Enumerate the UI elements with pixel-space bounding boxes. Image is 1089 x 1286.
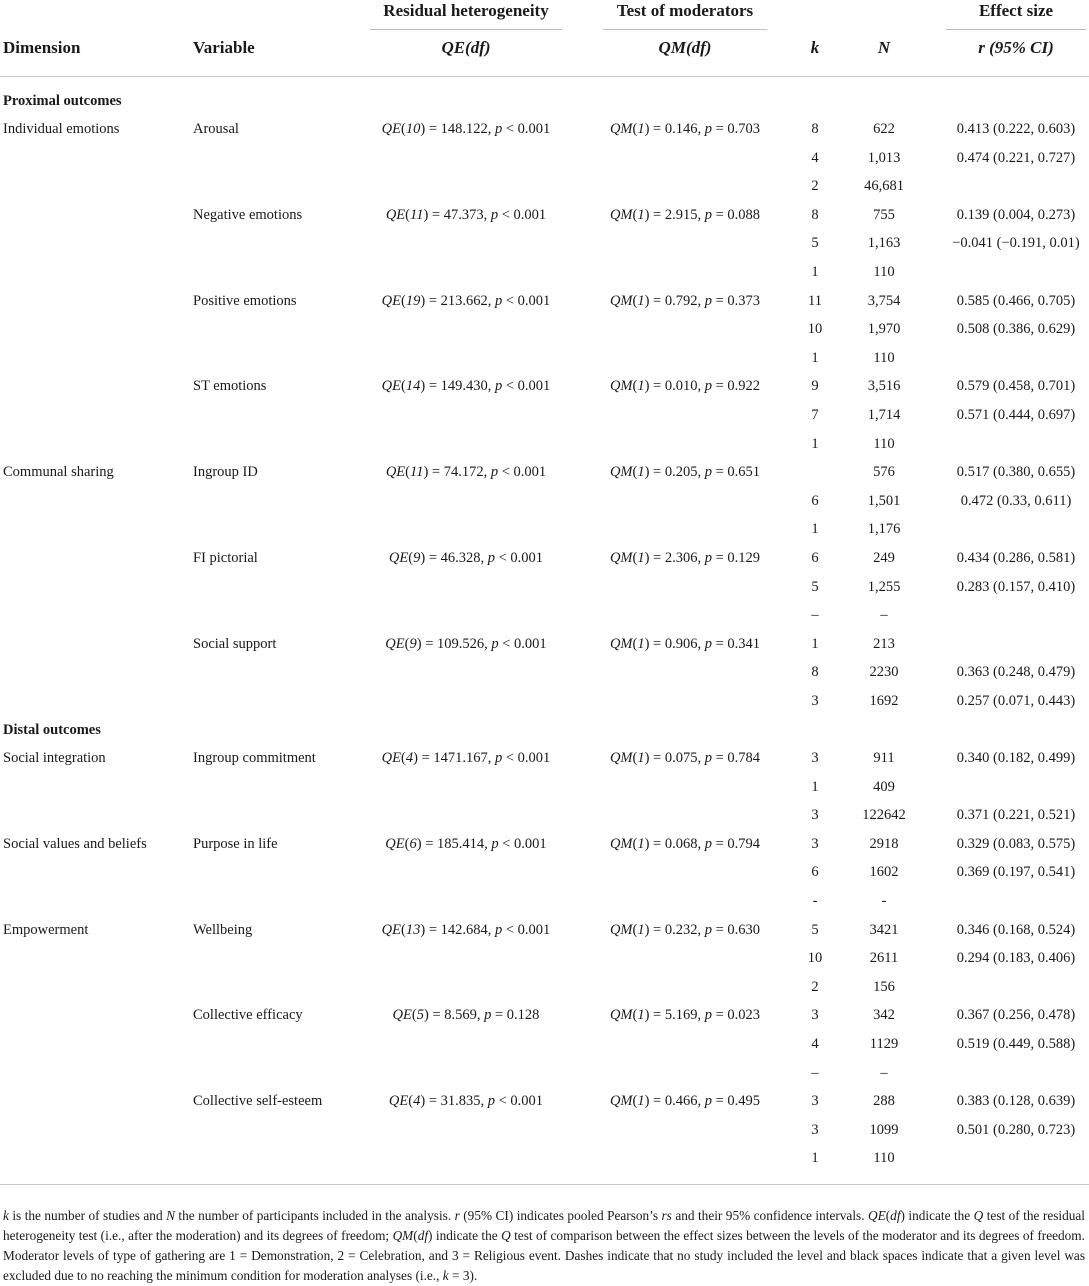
r-cell: 0.383 (0.128, 0.639): [956, 1093, 1076, 1110]
r-cell: 0.413 (0.222, 0.603): [956, 121, 1076, 137]
variable-cell: Purpose in life: [193, 835, 278, 852]
n-col-header: N: [877, 38, 891, 57]
k-cell: 8: [811, 121, 819, 137]
k-cell: 10: [807, 321, 823, 338]
qm-cell: QM(1) = 5.169, p = 0.023: [609, 1007, 761, 1024]
variable-cell: Ingroup commitment: [193, 750, 316, 766]
qe-cell: QE(11) = 74.172, p < 0.001: [385, 464, 547, 481]
r-col-header: [978, 38, 1054, 58]
qm-cell: QM(1) = 0.075, p = 0.784: [609, 750, 761, 766]
qm-cell: QM(1) = 0.906, p = 0.341: [609, 635, 761, 652]
k-cell: 3: [811, 807, 819, 824]
k-cell: 1: [811, 1150, 819, 1167]
n-cell: 3,516: [867, 378, 901, 395]
r-cell: 0.294 (0.183, 0.406): [956, 950, 1076, 967]
r-cell: 0.571 (0.444, 0.697): [956, 407, 1076, 423]
n-cell: 1,970: [867, 321, 901, 338]
k-cell: 3: [811, 1121, 819, 1138]
r-cell: 0.283 (0.157, 0.410): [956, 578, 1076, 595]
k-cell: 1: [811, 435, 819, 452]
qe-cell: QE(11) = 47.373, p < 0.001: [385, 206, 547, 223]
k-cell: 6: [811, 550, 819, 566]
k-cell: 5: [811, 578, 819, 595]
n-cell: 3421: [869, 921, 899, 938]
k-cell: 3: [811, 1007, 819, 1024]
k-cell: 1: [811, 349, 819, 366]
variable-cell: Arousal: [193, 121, 239, 137]
r-cell: 0.508 (0.386, 0.629): [956, 321, 1076, 338]
r-symbol: r (95% CI): [978, 38, 1054, 57]
n-cell: 911: [873, 750, 895, 766]
variable-cell: Ingroup ID: [193, 464, 258, 481]
r-cell: 0.369 (0.197, 0.541): [956, 864, 1076, 881]
section-proximal-outcomes: Proximal outcomes: [3, 93, 122, 109]
r-cell: 0.517 (0.380, 0.655): [956, 464, 1076, 481]
variable-col-header: Variable: [193, 38, 255, 57]
n-cell: 110: [873, 1150, 895, 1167]
moderators-underline: [603, 29, 767, 30]
section-distal-outcomes: Distal outcomes: [3, 722, 101, 738]
effect-size-header: Effect size: [978, 1, 1054, 20]
dimension-cell: Social integration: [3, 750, 106, 766]
qe-col-header: QE(df): [441, 38, 491, 57]
r-cell: −0.041 (−0.191, 0.01): [952, 235, 1080, 252]
k-cell: 5: [811, 235, 819, 252]
r-cell: 0.363 (0.248, 0.479): [956, 664, 1076, 681]
qm-cell: QM(1) = 0.010, p = 0.922: [609, 378, 761, 395]
n-cell: 1,714: [867, 407, 901, 423]
r-cell: 0.585 (0.466, 0.705): [956, 292, 1076, 309]
r-cell: 0.519 (0.449, 0.588): [956, 1036, 1076, 1052]
residual-underline: [370, 29, 562, 30]
table-footnote: k is the number of studies and N the number of participants included in the analysis. r (95% CI) indicates pooled Pearson’s rs and their 95% confidence intervals. QE(df) indicate the Q test of the residual heterogeneity test (i.e., after the moderation) and its degrees of freedom; QM(df) indicate the Q test of comparison between the effect sizes between the levels of the moderator and its degrees of freedom. Moderator levels of type of gathering are 1 = Demonstration, 2 = Celebration, and 3 = Religious event. Dashes indicate that no study included the level and black spaces indicate that a given level was excluded due to no reaching the minimum condition for moderation analyses (i.e., k = 3).: [3, 1208, 1085, 1283]
qm-cell: QM(1) = 0.068, p = 0.794: [609, 835, 761, 852]
k-cell: 1: [811, 521, 819, 538]
qe-cell: QE(14) = 149.430, p < 0.001: [381, 378, 551, 395]
k-cell: 9: [811, 378, 819, 395]
k-cell: 1: [811, 264, 819, 280]
n-cell: 755: [873, 206, 895, 223]
n-cell: 1,501: [867, 492, 901, 509]
k-cell: 6: [811, 492, 819, 509]
n-cell: –: [880, 607, 888, 624]
n-cell: –: [880, 1064, 888, 1081]
k-cell: 3: [811, 835, 819, 852]
n-cell: 409: [873, 778, 895, 795]
n-cell: 576: [873, 464, 895, 481]
r-cell: 0.579 (0.458, 0.701): [956, 378, 1076, 395]
dimension-col-header: Dimension: [3, 38, 81, 57]
k-cell: 8: [811, 206, 819, 223]
variable-cell: Wellbeing: [193, 921, 253, 938]
header-rule: [0, 76, 1089, 77]
k-cell: 5: [811, 921, 819, 938]
n-cell: 342: [873, 1007, 895, 1024]
n-cell: 156: [873, 978, 895, 995]
effect-underline: [946, 29, 1086, 30]
k-cell: 7: [811, 407, 819, 423]
dimension-cell: Social values and beliefs: [3, 835, 147, 852]
k-cell: –: [811, 1064, 819, 1081]
k-cell: 10: [807, 950, 823, 967]
k-cell: 8: [811, 664, 819, 681]
n-cell: 1,255: [867, 578, 901, 595]
r-cell: 0.501 (0.280, 0.723): [956, 1121, 1076, 1138]
qe-cell: QE(6) = 185.414, p < 0.001: [385, 835, 547, 852]
k-cell: 1: [811, 635, 819, 652]
k-cell: -: [812, 893, 818, 909]
k-cell: 11: [808, 292, 822, 309]
n-cell: 249: [873, 550, 895, 566]
n-cell: 1692: [869, 693, 899, 709]
n-cell: 122642: [862, 807, 906, 824]
qm-cell: QM(1) = 2.915, p = 0.088: [609, 206, 761, 223]
n-cell: 110: [873, 435, 895, 452]
qe-cell: QE(4) = 1471.167, p < 0.001: [381, 750, 551, 766]
variable-cell: ST emotions: [193, 378, 267, 395]
n-cell: 622: [873, 121, 895, 137]
variable-cell: Negative emotions: [193, 206, 303, 223]
k-cell: 3: [811, 693, 819, 709]
qe-cell: QE(5) = 8.569, p = 0.128: [392, 1007, 540, 1024]
dimension-cell: Empowerment: [3, 921, 89, 938]
r-cell: 0.340 (0.182, 0.499): [956, 750, 1076, 766]
footer-rule: [0, 1184, 1089, 1185]
k-cell: 1: [811, 778, 819, 795]
n-cell: 1602: [869, 864, 899, 881]
dimension-cell: Individual emotions: [3, 121, 120, 137]
test-of-moderators-header: Test of moderators: [616, 1, 754, 20]
qe-cell: QE(9) = 109.526, p < 0.001: [385, 635, 547, 652]
r-cell: 0.434 (0.286, 0.581): [956, 550, 1076, 566]
n-cell: 46,681: [864, 178, 904, 195]
r-cell: 0.472 (0.33, 0.611): [960, 492, 1072, 509]
qe-cell: QE(10) = 148.122, p < 0.001: [381, 121, 551, 137]
n-cell: 3,754: [867, 292, 901, 309]
k-cell: 3: [811, 1093, 819, 1110]
qm-cell: QM(1) = 0.466, p = 0.495: [609, 1093, 761, 1110]
k-cell: –: [811, 607, 819, 624]
n-cell: 110: [873, 264, 895, 280]
qm-cell: QM(1) = 0.232, p = 0.630: [609, 921, 761, 938]
k-cell: 3: [811, 750, 819, 766]
r-cell: 0.367 (0.256, 0.478): [956, 1007, 1076, 1024]
qe-cell: QE(19) = 213.662, p < 0.001: [381, 292, 551, 309]
residual-heterogeneity-header: Residual heterogeneity: [383, 1, 549, 20]
qe-cell: QE(9) = 46.328, p < 0.001: [388, 550, 544, 566]
qe-cell: QE(13) = 142.684, p < 0.001: [381, 921, 551, 938]
n-cell: 1,163: [867, 235, 901, 252]
n-cell: 1129: [869, 1036, 899, 1052]
k-col-header: k: [810, 38, 820, 57]
variable-cell: Collective self-esteem: [193, 1093, 323, 1110]
k-cell: 2: [811, 178, 819, 195]
n-cell: -: [881, 893, 887, 909]
qe-cell: QE(4) = 31.835, p < 0.001: [388, 1093, 544, 1110]
k-cell: 6: [811, 864, 819, 881]
qm-cell: QM(1) = 0.792, p = 0.373: [609, 292, 761, 309]
n-cell: 1099: [869, 1121, 899, 1138]
k-cell: 4: [811, 149, 819, 166]
variable-cell: FI pictorial: [193, 550, 258, 566]
k-cell: 4: [811, 1036, 819, 1052]
variable-cell: Collective efficacy: [193, 1007, 303, 1024]
r-cell: 0.139 (0.004, 0.273): [956, 206, 1076, 223]
qm-cell: QM(1) = 0.205, p = 0.651: [609, 464, 761, 481]
n-cell: 1,176: [867, 521, 901, 538]
n-cell: 2611: [869, 950, 899, 967]
k-cell: 2: [811, 978, 819, 995]
variable-cell: Positive emotions: [193, 292, 297, 309]
variable-cell: Social support: [193, 635, 277, 652]
qm-col-header: QM(df): [658, 38, 712, 57]
n-cell: 110: [873, 349, 895, 366]
r-cell: 0.257 (0.071, 0.443): [956, 693, 1076, 709]
r-cell: 0.371 (0.221, 0.521): [956, 807, 1076, 824]
n-cell: 288: [873, 1093, 895, 1110]
n-cell: 2918: [869, 835, 899, 852]
n-cell: 213: [873, 635, 895, 652]
n-cell: 2230: [869, 664, 899, 681]
dimension-cell: Communal sharing: [3, 464, 114, 481]
n-cell: 1,013: [867, 149, 901, 166]
r-cell: 0.346 (0.168, 0.524): [956, 921, 1076, 938]
qm-cell: QM(1) = 2.306, p = 0.129: [609, 550, 761, 566]
r-cell: 0.474 (0.221, 0.727): [956, 149, 1076, 166]
qm-cell: QM(1) = 0.146, p = 0.703: [609, 121, 761, 137]
r-cell: 0.329 (0.083, 0.575): [956, 835, 1076, 852]
